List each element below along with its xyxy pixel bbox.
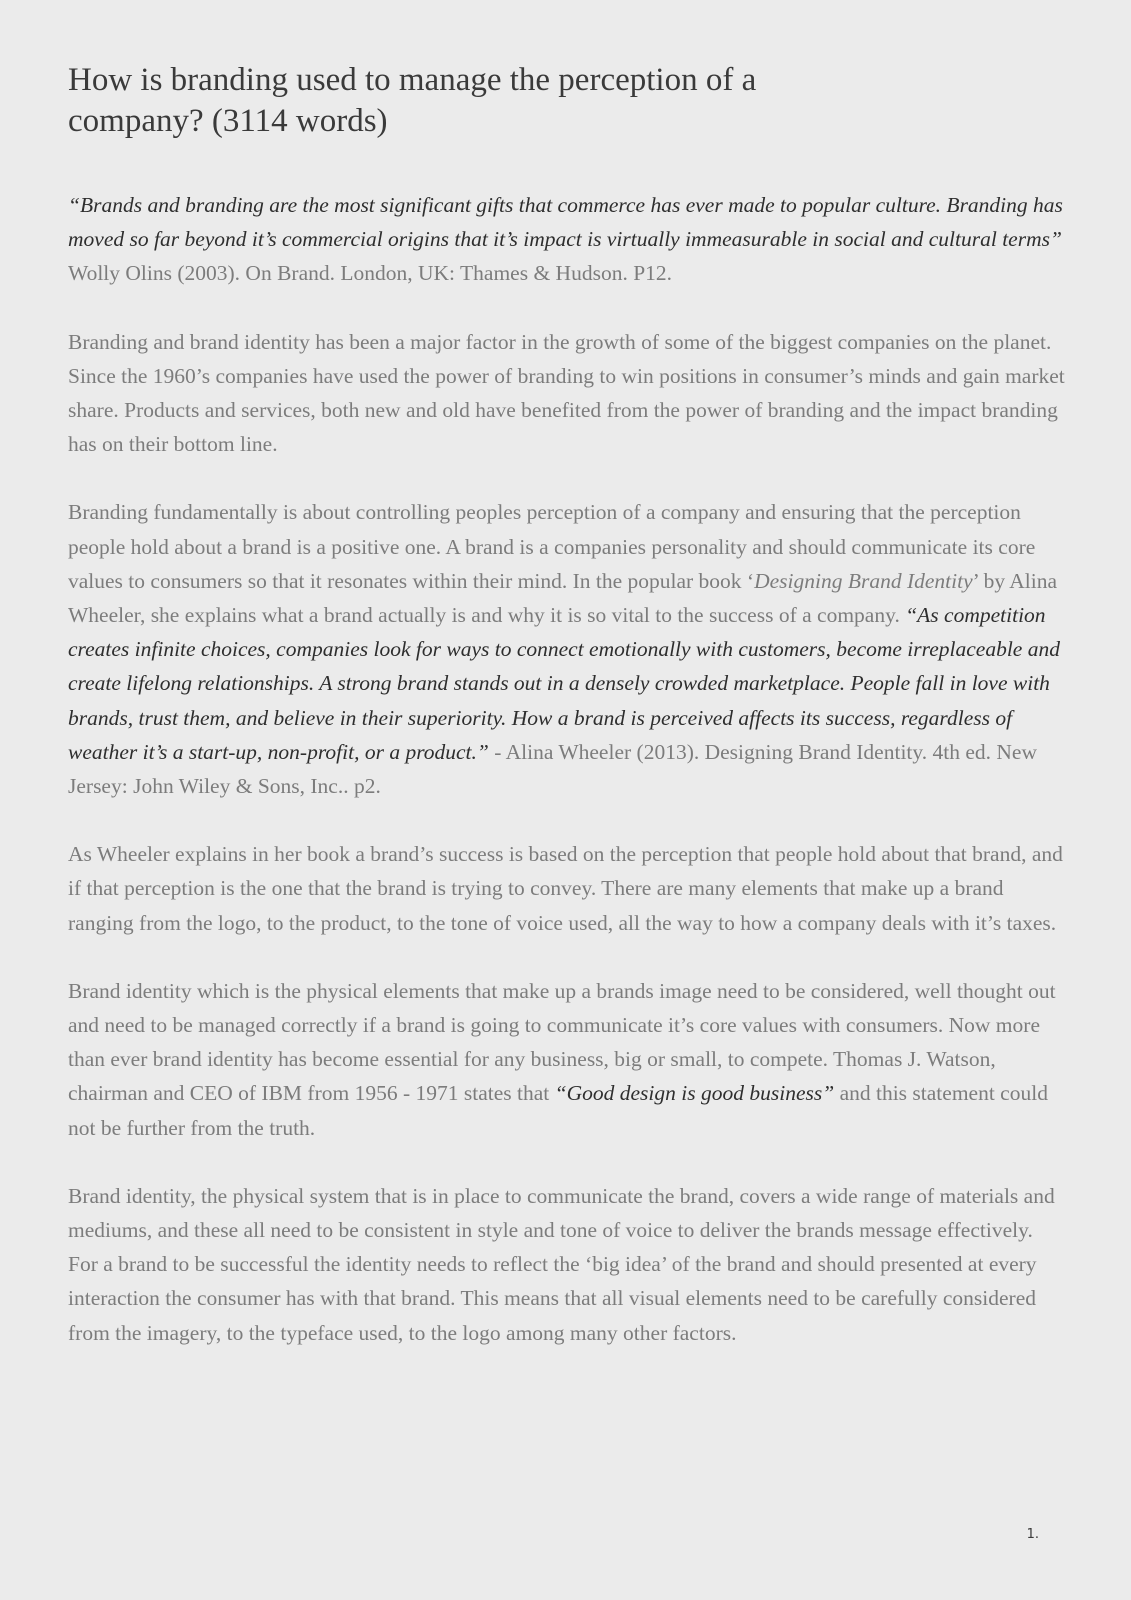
- page-number: 1.: [1026, 1527, 1039, 1542]
- perception-text-after: ’ by Alina Wheeler, she explains what a brand actually is and why it is so vital to the success of a company.: [68, 568, 1058, 628]
- paragraph-olins-quote: [68, 188, 1068, 291]
- wheeler-citation: - Alina Wheeler (2013). Designing Brand Identity. 4th ed. New Jersey: John Wiley & Sons, Inc.. p2.: [68, 739, 1037, 799]
- document-title: How is branding used to manage the perception of a company? (3114 words): [68, 62, 757, 139]
- perception-text-before: Branding fundamentally is about controlling peoples perception of a company and ensuring that the perception people hold about a brand is a positive one. A brand is a companies personality and should communicate its core values to consumers so that it resonates within their mind. In the popular book ‘: [68, 500, 1036, 593]
- paragraph-brand-growth: Branding and brand identity has been a major factor in the growth of some of the biggest companies on the planet. Since the 1960’s companies have used the power of branding to win positions in consumer’s minds and gain market share. Products and services, both new and old have benefited from the power of branding and the impact branding has on their bottom line.: [68, 329, 1065, 457]
- paragraph-brand-success: As Wheeler explains in her book a brand’s success is based on the perception that people hold about that brand, and if that perception is the one that the brand is trying to convey. There are many elements that make up a brand ranging from the logo, to the product, to the tone of voice used, all the way to how a company deals with it’s taxes.: [68, 842, 1063, 935]
- paragraph-perception: [68, 495, 1068, 803]
- wheeler-quote: “As competition creates infinite choices, companies look for ways to connect emotionally with customers, become irreplaceable and create lifelong relationships. A strong brand stands out in a densely crowded marketplace. People fall in love with brands, trust them, and believe in their superiority. How a brand is perceived affects its success, regardless of weather it’s a start-up, non-profit, or a product.”: [68, 603, 1060, 764]
- paragraph-physical-system: Brand identity, the physical system that is in place to communicate the brand, covers a wide range of materials and mediums, and these all need to be consistent in style and tone of voice to deliver the brands message effectively. For a brand to be successful the identity needs to reflect the ‘big idea’ of the brand and should presented at every interaction the consumer has with that brand. This means that all visual elements need to be carefully considered from the imagery, to the typeface used, to the logo among many other factors.: [68, 1183, 1055, 1345]
- olins-quote: “Brands and branding are the most significant gifts that commerce has ever made to popular culture. Branding has moved so far beyond it’s commercial origins that it’s impact is virtually immeasurable in social and cultural terms”: [68, 193, 1063, 252]
- olins-citation: Wolly Olins (2003). On Brand. London, UK: Thames & Hudson. P12.: [68, 261, 673, 286]
- identity-text-before: Brand identity which is the physical elements that make up a brands image need to be considered, well thought out and need to be managed correctly if a brand is going to communicate it’s core values with consumers. Now more than ever brand identity has become essential for any business, big or small, to compete. Thomas J. Watson, chairman and CEO of IBM from 1956 - 1971 states that: [68, 978, 1056, 1106]
- paragraph-brand-identity: [68, 974, 1068, 1145]
- book-title: Designing Brand Identity: [754, 568, 973, 593]
- identity-text-after: and this statement could not be further from the truth.: [68, 1081, 1048, 1140]
- document-page: [68, 60, 1068, 1384]
- watson-quote: “Good design is good business”: [554, 1081, 835, 1106]
